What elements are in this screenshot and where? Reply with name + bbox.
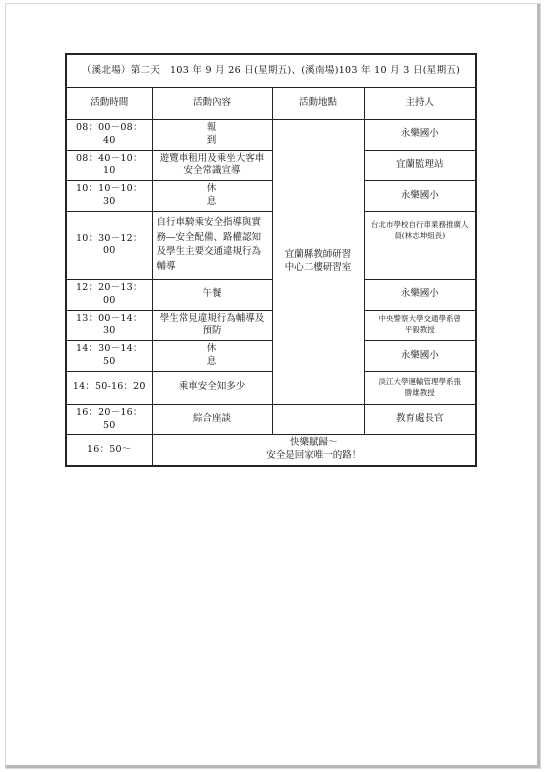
time-cell: 14：50-16：20 (66, 371, 152, 404)
time-cell: 13：00－14：30 (66, 310, 152, 341)
time-cell: 16：20－16：50 (66, 404, 152, 435)
time-cell: 16：50～ (66, 435, 152, 466)
time-cell: 10：10－10：30 (66, 181, 152, 212)
time-cell: 14：30－14：50 (66, 341, 152, 372)
col-header-time: 活動時間 (66, 88, 152, 120)
col-header-location: 活動地點 (272, 88, 364, 120)
location-cell-empty (272, 404, 364, 435)
schedule-title: （溪北場）第二天 103 年 9 月 26 日(星期五)、(溪南場)103 年 10 月 3 日(星期五) (66, 54, 476, 88)
closing-line-1: 快樂賦歸～ (289, 437, 338, 449)
host-cell: 淡江大學運輸管理學系張勝雄教授 (364, 371, 476, 404)
content-cell: 遊覽車租用及乘坐大客車安全常識宣導 (152, 150, 272, 181)
table-row (66, 371, 476, 404)
host-cell: 永樂國小 (364, 120, 476, 151)
table-row (66, 279, 476, 310)
table-row (66, 120, 476, 151)
content-cell: 學生常見違規行為輔導及預防 (152, 310, 272, 341)
col-header-content: 活動內容 (152, 88, 272, 120)
closing-message (152, 435, 476, 466)
col-header-host: 主持人 (364, 88, 476, 120)
host-cell: 永樂國小 (364, 341, 476, 372)
table-row (66, 310, 476, 341)
closing-line-2: 安全是回家唯一的路！ (266, 450, 362, 462)
table-row (66, 181, 476, 212)
host-cell: 永樂國小 (364, 279, 476, 310)
host-cell: 教育處長官 (364, 404, 476, 435)
table-row (66, 150, 476, 181)
time-cell: 10：30－12：00 (66, 211, 152, 279)
content-cell: 午餐 (152, 279, 272, 310)
host-cell: 中央警察大學交通學系曾平毅教授 (364, 310, 476, 341)
host-cell: 台北市學校自行車業務推廣人員(林志坤組長) (364, 211, 476, 279)
table-row (66, 211, 476, 279)
content-cell: 休 息 (152, 341, 272, 372)
content-cell: 自行車騎乘安全指導與實務—安全配備、路權認知及學生主要交通違規行為輔導 (152, 211, 272, 279)
host-cell: 永樂國小 (364, 181, 476, 212)
table-row (66, 341, 476, 372)
schedule-table (65, 53, 477, 467)
content-cell: 休 息 (152, 181, 272, 212)
host-cell: 宜蘭監理站 (364, 150, 476, 181)
content-cell: 報 到 (152, 120, 272, 151)
table-row (66, 404, 476, 435)
table-row (66, 435, 476, 466)
content-cell: 乘車安全知多少 (152, 371, 272, 404)
time-cell: 12：20－13：00 (66, 279, 152, 310)
time-cell: 08：40－10：10 (66, 150, 152, 181)
location-cell: 宜蘭縣教師研習中心二樓研習室 (272, 120, 364, 405)
content-cell: 綜合座談 (152, 404, 272, 435)
time-cell: 08：00－08：40 (66, 120, 152, 151)
